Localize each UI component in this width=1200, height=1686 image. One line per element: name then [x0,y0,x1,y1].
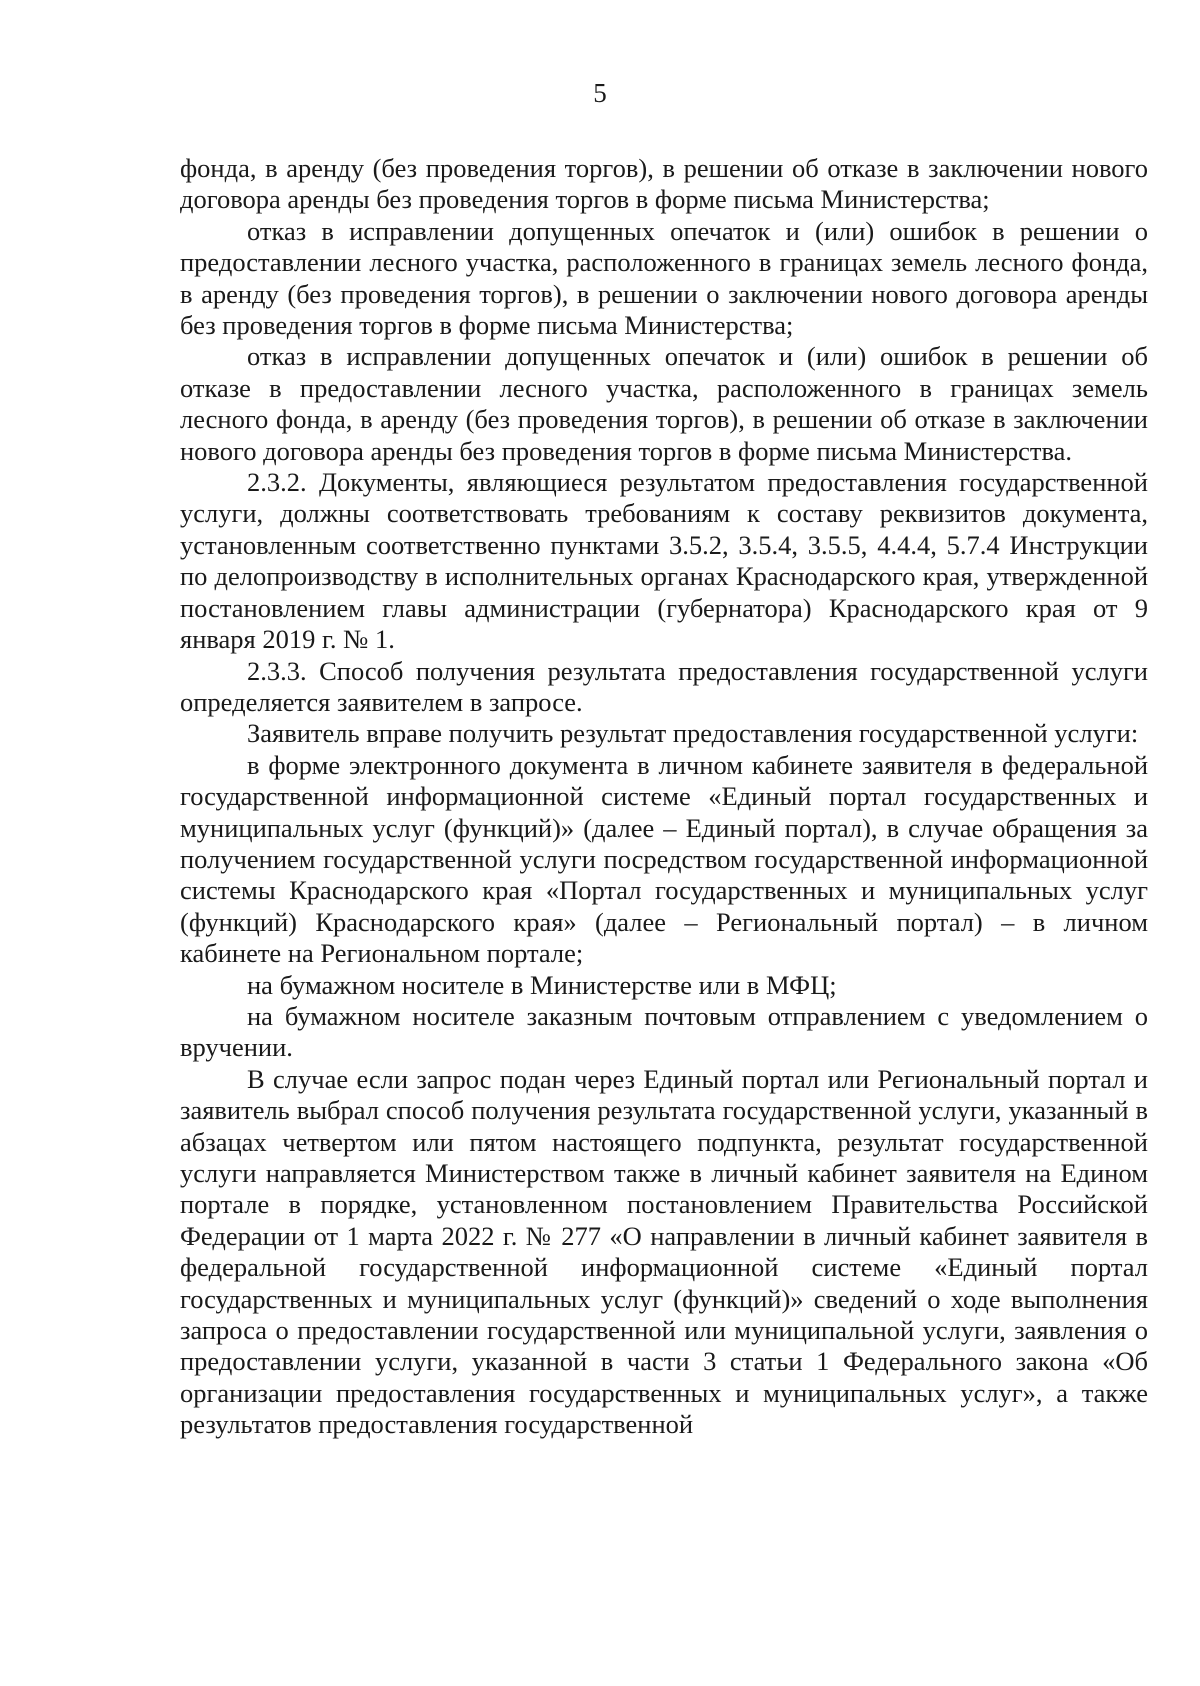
paragraph-electronic-form: в форме электронного документа в личном кабинете заявителя в федеральной государственной информационной системе «Единый портал государственных и муниципальных услуг (функций)» (далее – Единый портал), в случае обращения за получением государственной услуги посредством государственной информационной системы Краснодарского края «Портал государственных и муниципальных услуг (функций) Краснодарского края» (далее – Региональный портал) – в личном кабинете на Региональном портале; [180,749,1148,969]
paragraph-continuation: фонда, в аренду (без проведения торгов), в решении об отказе в заключении нового договора аренды без проведения торгов в форме письма Министерства; [180,153,1148,215]
paragraph-applicant-right: Заявитель вправе получить результат предоставления государственной услуги: [247,718,1139,749]
paragraph-paper-ministry: на бумажном носителе в Министерстве или в МФЦ; [247,969,837,1000]
paragraph-portal-case: В случае если запрос подан через Единый портал или Региональный портал и заявитель выбрал способ получения результата государственной услуги, указанный в абзацах четвертом или пятом настоящего подпункта, результат государственной услуги направляется Министерством также в личный кабинет заявителя на Едином портале в порядке, установленном постановлением Правительства Российской Федерации от 1 марта 2022 г. № 277 «О направлении в личный кабинет заявителя в федеральной государственной информационной системе «Единый портал государственных и муниципальных услуг (функций)» сведений о ходе выполнения запроса о предоставлении государственной или муниципальной услуги, заявления о предоставлении услуги, указанной в части 3 статьи 1 Федерального закона «Об организации предоставления государственных и муниципальных услуг», а также результатов предоставления государственной [180,1063,1148,1440]
document-body [180,153,1148,1441]
paragraph-paper-mail: на бумажном носителе заказным почтовым отправлением с уведомлением о вручении. [180,1000,1148,1063]
paragraph-2-3-2: 2.3.2. Документы, являющиеся результатом предоставления государственной услуги, должны соответствовать требованиям к составу реквизитов документа, установленным соответственно пунктами 3.5.2, 3.5.4, 3.5.5, 4.4.4, 5.7.4 Инструкции по делопроизводству в исполнительных органах Краснодарского края, утвержденной постановлением главы администрации (губернатора) Краснодарского края от 9 января 2019 г. № 1. [180,467,1148,655]
paragraph-refusal-correction-decision: отказ в исправлении допущенных опечаток и (или) ошибок в решении о предоставлении лесного участка, расположенного в границах земель лесного фонда, в аренду (без проведения торгов), в решении о заключении нового договора аренды без проведения торгов в форме письма Министерства; [180,215,1148,341]
paragraph-2-3-3: 2.3.3. Способ получения результата предоставления государственной услуги определяется заявителем в запросе. [180,655,1148,717]
paragraph-refusal-correction-refusal: отказ в исправлении допущенных опечаток и (или) ошибок в решении об отказе в предоставлении лесного участка, расположенного в границах земель лесного фонда, в аренду (без проведения торгов), в решении об отказе в заключении нового договора аренды без проведения торгов в форме письма Министерства. [180,341,1148,466]
page-number: 5 [593,78,607,108]
